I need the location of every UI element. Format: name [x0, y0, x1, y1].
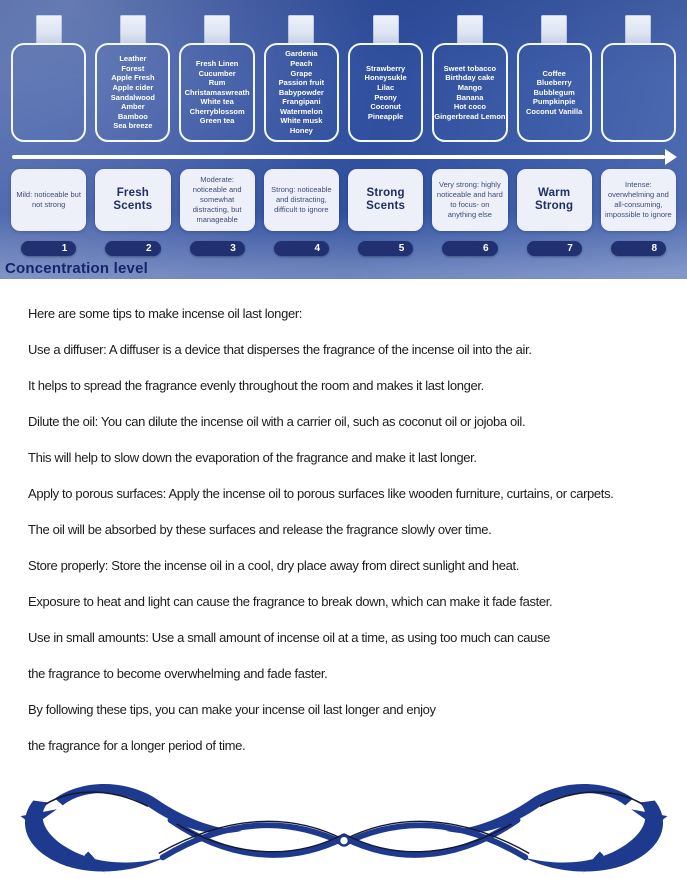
levels-row — [0, 162, 687, 231]
scent-name: Pumpkinpie — [532, 97, 576, 107]
level-number-pill-7: 7 — [527, 241, 582, 256]
scent-name: Peach — [290, 58, 313, 68]
scent-name: Fresh Linen — [195, 58, 239, 68]
bottle-cap-icon — [288, 15, 314, 45]
scent-name: Frangipani — [282, 97, 321, 107]
scent-name: Banana — [456, 92, 484, 102]
tip-line-12: By following these tips, you can make your incense oil last longer and enjoy — [28, 702, 436, 717]
scent-name: Coconut Vanilla — [525, 106, 583, 116]
bottle-8 — [601, 15, 676, 142]
scent-name: Peony — [374, 92, 397, 102]
bottle-body — [432, 43, 507, 142]
scent-name: Rum — [208, 78, 226, 88]
scent-name: Christamaswreath — [184, 87, 250, 97]
level-card-1: Mild: noticeable but not strong — [11, 169, 86, 231]
scent-name: Pineapple — [367, 111, 404, 121]
scent-name: Blueberry — [536, 78, 572, 88]
scent-name: Coconut — [370, 102, 401, 112]
level-card-5: Strong Scents — [348, 169, 423, 231]
level-number-pill-5: 5 — [358, 241, 413, 256]
scent-name: Apple Fresh — [111, 73, 155, 83]
scent-name: Gingerbread Lemon — [434, 111, 506, 121]
tip-line-13: the fragrance for a longer period of time. — [28, 738, 246, 753]
level-number-pill-4: 4 — [274, 241, 329, 256]
level-number-pill-3: 3 — [190, 241, 245, 256]
scent-name: Forest — [121, 63, 145, 73]
tip-line-1: Here are some tips to make incense oil last longer: — [28, 306, 303, 321]
axis-label: Concentration level — [5, 260, 148, 277]
scent-name: Bubblegum — [533, 87, 575, 97]
scent-name: White tea — [200, 97, 234, 107]
tip-line-5: This will help to slow down the evaporation of the fragrance and make it last longer. — [28, 450, 477, 465]
scent-name: Coffee — [542, 68, 566, 78]
bottle-cap-icon — [541, 15, 567, 45]
bottle-body — [95, 43, 170, 142]
bottle-body — [601, 43, 676, 142]
scent-name: Strawberry — [366, 63, 406, 73]
scent-name: Bamboo — [117, 111, 148, 121]
bottle-3 — [179, 15, 254, 142]
bottle-4 — [264, 15, 339, 142]
right-arrow-icon — [665, 149, 677, 165]
scent-name: Lilac — [377, 82, 395, 92]
level-number-pill-6: 6 — [442, 241, 497, 256]
scent-name: Babypowder — [278, 87, 324, 97]
bottle-body — [264, 43, 339, 142]
level-card-8: Intense: overwhelming and all-consuming, impossible to ignore — [601, 169, 676, 231]
level-card-3: Moderate: noticeable and somewhat distracting, but manageable — [180, 169, 255, 231]
bottle-cap-icon — [457, 15, 483, 45]
bottle-2 — [95, 15, 170, 142]
scent-name: Sandalwood — [110, 92, 155, 102]
tip-line-9: Exposure to heat and light can cause the fragrance to break down, which can make it fade faster. — [28, 594, 553, 609]
bottle-body — [179, 43, 254, 142]
tip-line-6: Apply to porous surfaces: Apply the incense oil to porous surfaces like wooden furniture, curtains, or carpets. — [28, 486, 614, 501]
bottle-6 — [432, 15, 507, 142]
scent-name: Apple cider — [112, 82, 154, 92]
tip-line-2: Use a diffuser: A diffuser is a device that disperses the fragrance of the incense oil into the air. — [28, 342, 532, 357]
level-card-4: Strong: noticeable and distracting, difficult to ignore — [264, 169, 339, 231]
scent-name: Cherryblossom — [189, 106, 245, 116]
tip-line-3: It helps to spread the fragrance evenly throughout the room and makes it last longer. — [28, 378, 484, 393]
scent-name: Green tea — [199, 116, 235, 126]
scent-concentration-banner — [0, 0, 687, 279]
bottle-body — [517, 43, 592, 142]
bottle-7 — [517, 15, 592, 142]
scent-name: White musk — [280, 116, 323, 126]
bottle-5 — [348, 15, 423, 142]
bottle-body — [348, 43, 423, 142]
scent-name: Hot coco — [453, 102, 486, 112]
bottle-cap-icon — [120, 15, 146, 45]
scent-name: Cucumber — [198, 68, 236, 78]
bottle-cap-icon — [373, 15, 399, 45]
pills-row — [0, 231, 687, 256]
tip-line-11: the fragrance to become overwhelming and fade faster. — [28, 666, 328, 681]
level-card-6: Very strong: highly noticeable and hard to focus- on anything else — [432, 169, 507, 231]
bottle-cap-icon — [204, 15, 230, 45]
scent-name: Honey — [289, 126, 313, 136]
scent-name: Honeysukle — [364, 73, 407, 83]
tribal-flourish-ornament — [11, 775, 677, 873]
tip-line-10: Use in small amounts: Use a small amount of incense oil at a time, as using too much can cause — [28, 630, 551, 645]
scent-name: Amber — [120, 102, 145, 112]
scent-name: Leather — [119, 54, 147, 64]
bottle-cap-icon — [625, 15, 651, 45]
bottle-1 — [11, 15, 86, 142]
scent-name: Mango — [457, 82, 482, 92]
scent-name: Grape — [290, 68, 313, 78]
scent-name: Watermelon — [280, 106, 323, 116]
tip-line-7: The oil will be absorbed by these surfaces and release the fragrance slowly over time. — [28, 522, 492, 537]
level-number-pill-8: 8 — [611, 241, 666, 256]
level-number-pill-1: 1 — [21, 241, 76, 256]
scent-name: Passion fruit — [278, 78, 325, 88]
level-card-2: Fresh Scents — [95, 169, 170, 231]
scent-name: Gardenia — [285, 49, 318, 59]
scent-name: Sea breeze — [113, 121, 153, 131]
bottle-body — [11, 43, 86, 142]
bottle-cap-icon — [36, 15, 62, 45]
tip-line-8: Store properly: Store the incense oil in a cool, dry place away from direct sunlight and heat. — [28, 558, 519, 573]
tip-line-4: Dilute the oil: You can dilute the incense oil with a carrier oil, such as coconut oil or jojoba oil. — [28, 414, 526, 429]
tips-section — [0, 279, 687, 753]
bottles-row — [0, 0, 687, 142]
level-card-7: Warm Strong — [517, 169, 592, 231]
level-number-pill-2: 2 — [105, 241, 160, 256]
concentration-axis-arrow — [12, 152, 675, 162]
arrow-line — [12, 155, 665, 159]
scent-name: Birthday cake — [445, 73, 495, 83]
scent-name: Sweet tobacco — [443, 63, 497, 73]
